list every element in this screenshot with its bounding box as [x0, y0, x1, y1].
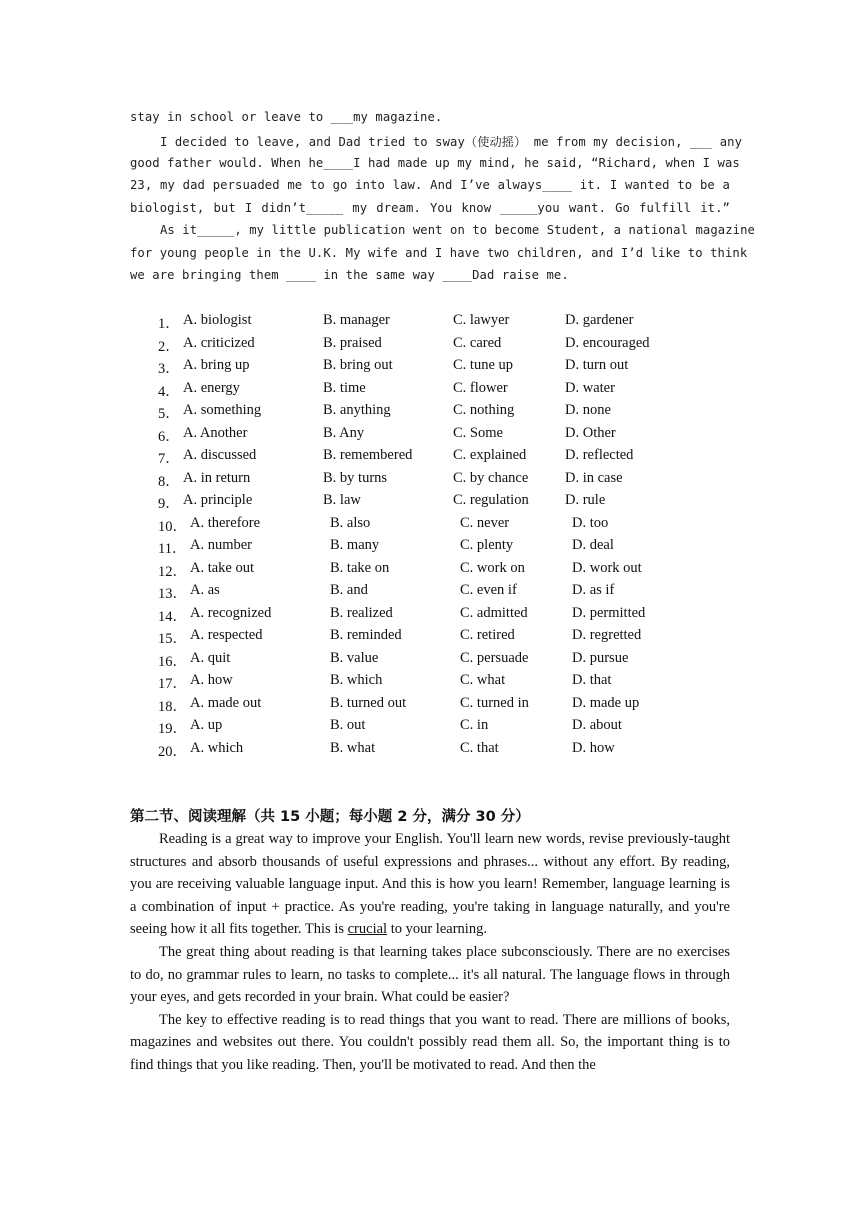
- option-c: C. explained: [453, 447, 527, 463]
- option-c: C. by chance: [453, 469, 529, 486]
- question-number: 18．: [158, 698, 187, 715]
- option-c: C. regulation: [453, 492, 529, 508]
- option-c: C. in: [460, 717, 489, 733]
- question-number: 1．: [158, 316, 180, 332]
- option-c: C. even if: [460, 582, 517, 598]
- option-a: A. recognized: [190, 604, 272, 621]
- section-heading: 第二节、阅读理解（共 15 小题；每小题 2 分，满分 30 分）: [130, 809, 530, 825]
- option-a: A. Another: [183, 424, 248, 441]
- option-b: B. reminded: [330, 627, 402, 643]
- option-b: B. praised: [323, 334, 382, 351]
- passage-line: As it_____, my little publication went on to become Student, a national magazine: [160, 223, 755, 237]
- option-b: B. which: [330, 672, 383, 688]
- option-d: D. water: [565, 379, 615, 396]
- option-a: A. respected: [190, 627, 263, 643]
- option-b: B. time: [323, 379, 366, 396]
- question-row: [158, 335, 718, 357]
- question-row: [158, 627, 718, 649]
- option-a: A. bring up: [183, 357, 250, 373]
- option-c: C. Some: [453, 424, 503, 441]
- option-d: D. about: [572, 717, 622, 733]
- option-b: B. realized: [330, 604, 393, 621]
- option-d: D. that: [572, 672, 612, 688]
- reading-paragraph-1: [130, 828, 730, 941]
- question-row: [158, 425, 718, 447]
- question-row: [158, 447, 718, 469]
- option-b: B. out: [330, 717, 366, 733]
- passage-line: 23, my dad persuaded me to go into law. And I’ve always____ it. I wanted to be a: [130, 178, 730, 192]
- option-c: C. nothing: [453, 402, 515, 418]
- question-number: 6．: [158, 428, 180, 445]
- option-a: A. criticized: [183, 334, 255, 351]
- option-a: A. number: [190, 537, 253, 553]
- option-d: D. as if: [572, 582, 615, 598]
- reading-p1-end: to your learning.: [387, 921, 487, 938]
- question-row: [158, 717, 718, 739]
- question-row: [158, 695, 718, 717]
- question-number: 16．: [158, 653, 187, 670]
- reading-p1-text: Reading is a great way to improve your English. You'll learn new words, revise previously-taught structures and absorb thousands of useful expressions and phrases... without any effort. By reading, you are receiving valuable language input. And this is how you learn! Remember, language learning is a combination of input + practice. As you're reading, you're taking in language naturally, and you're seeing how it all fits together. This is: [130, 831, 730, 938]
- option-c: C. flower: [453, 379, 508, 396]
- question-row: [158, 357, 718, 379]
- option-c: C. plenty: [460, 537, 514, 553]
- option-a: A. in return: [183, 469, 251, 486]
- option-d: D. regretted: [572, 627, 642, 643]
- question-row: [158, 740, 718, 762]
- option-c: C. cared: [453, 334, 502, 351]
- question-row: [158, 470, 718, 492]
- option-a: A. something: [183, 402, 262, 418]
- question-row: [158, 515, 718, 537]
- option-a: A. as: [190, 582, 220, 598]
- option-d: D. reflected: [565, 447, 634, 463]
- question-row: [158, 672, 718, 694]
- question-number: 7．: [158, 451, 180, 467]
- question-row: [158, 560, 718, 582]
- reading-passage: [130, 828, 730, 1077]
- option-d: D. turn out: [565, 357, 629, 373]
- question-row: [158, 650, 718, 672]
- option-b: B. by turns: [323, 469, 388, 486]
- option-c: C. never: [460, 514, 510, 531]
- passage-line: we are bringing them ____ in the same way ____Dad raise me.: [130, 268, 569, 282]
- passage-line: stay in school or leave to ___my magazine.: [130, 110, 443, 124]
- option-b: B. remembered: [323, 447, 413, 463]
- option-a: A. which: [190, 739, 244, 756]
- option-d: D. none: [565, 402, 611, 418]
- option-b: B. manager: [323, 312, 390, 328]
- option-c: C. what: [460, 672, 506, 688]
- question-number: 5．: [158, 406, 180, 422]
- option-d: D. permitted: [572, 604, 646, 621]
- question-number: 3．: [158, 361, 180, 377]
- reading-paragraph-2: The great thing about reading is that learning takes place subconsciously. There are no exercises to do, no grammar rules to learn, no tasks to complete... it's all natural. The language flows in through your eyes, and gets recorded in your brain. What could be easier?: [130, 943, 730, 1006]
- question-row: [158, 312, 718, 334]
- option-b: B. value: [330, 649, 379, 666]
- option-b: B. take on: [330, 559, 390, 576]
- option-d: D. encouraged: [565, 334, 650, 351]
- option-a: A. discussed: [183, 447, 257, 463]
- option-d: D. in case: [565, 469, 623, 486]
- question-row: [158, 380, 718, 402]
- option-a: A. how: [190, 672, 233, 688]
- option-d: D. Other: [565, 424, 616, 441]
- question-number: 11．: [158, 541, 187, 557]
- option-d: D. pursue: [572, 649, 629, 666]
- option-d: D. how: [572, 739, 615, 756]
- passage-line: biologist, but I didn’t_____ my dream. You know _____you want. Go fulfill it.”: [130, 201, 730, 215]
- option-d: D. gardener: [565, 312, 634, 328]
- option-a: A. energy: [183, 379, 240, 396]
- option-d: D. deal: [572, 537, 614, 553]
- question-number: 13．: [158, 586, 187, 602]
- question-number: 2．: [158, 338, 180, 355]
- option-c: C. admitted: [460, 604, 528, 621]
- option-a: A. take out: [190, 559, 255, 576]
- passage-line: I decided to leave, and Dad tried to sway（使动摇） me from my decision, ___ any: [160, 135, 743, 149]
- question-number: 20．: [158, 743, 187, 760]
- option-b: B. turned out: [330, 694, 407, 711]
- passage-line: good father would. When he____I had made up my mind, he said, “Richard, when I was: [130, 156, 740, 170]
- option-b: B. also: [330, 514, 371, 531]
- question-row: [158, 402, 718, 424]
- question-number: 19．: [158, 721, 187, 737]
- option-a: A. biologist: [183, 312, 252, 328]
- option-c: C. tune up: [453, 357, 514, 373]
- passage-line: for young people in the U.K. My wife and I have two children, and I’d like to think: [130, 246, 748, 260]
- option-d: D. too: [572, 514, 609, 531]
- option-a: A. principle: [183, 492, 253, 508]
- question-number: 9．: [158, 496, 180, 512]
- option-b: B. law: [323, 492, 361, 508]
- option-d: D. made up: [572, 694, 640, 711]
- question-number: 8．: [158, 473, 180, 490]
- option-a: A. therefore: [190, 514, 261, 531]
- question-number: 12．: [158, 563, 187, 580]
- question-row: [158, 492, 718, 514]
- option-c: C. persuade: [460, 649, 529, 666]
- option-c: C. retired: [460, 627, 515, 643]
- option-b: B. bring out: [323, 357, 393, 373]
- question-number: 4．: [158, 383, 180, 400]
- question-number: 17．: [158, 676, 187, 692]
- question-number: 10．: [158, 518, 187, 535]
- question-row: [158, 605, 718, 627]
- option-d: D. rule: [565, 492, 606, 508]
- option-a: A. made out: [190, 694, 262, 711]
- question-number: 14．: [158, 608, 187, 625]
- option-b: B. many: [330, 537, 380, 553]
- question-number: 15．: [158, 631, 187, 647]
- underlined-word: crucial: [347, 921, 388, 938]
- option-d: D. work out: [572, 559, 642, 576]
- question-row: [158, 537, 718, 559]
- option-c: C. turned in: [460, 694, 529, 711]
- option-a: A. quit: [190, 649, 231, 666]
- option-c: C. work on: [460, 559, 525, 576]
- option-c: C. lawyer: [453, 312, 510, 328]
- option-b: B. and: [330, 582, 368, 598]
- reading-paragraph-3: The key to effective reading is to read things that you want to read. There are millions of books, magazines and websites out there. You couldn't possibly read them all. So, the important thing is to find things that you like reading. Then, you'll be motivated to read. And then the: [130, 1011, 730, 1073]
- option-b: B. Any: [323, 424, 365, 441]
- question-row: [158, 582, 718, 604]
- option-a: A. up: [190, 717, 223, 733]
- option-b: B. anything: [323, 402, 391, 418]
- option-c: C. that: [460, 739, 499, 756]
- option-b: B. what: [330, 739, 376, 756]
